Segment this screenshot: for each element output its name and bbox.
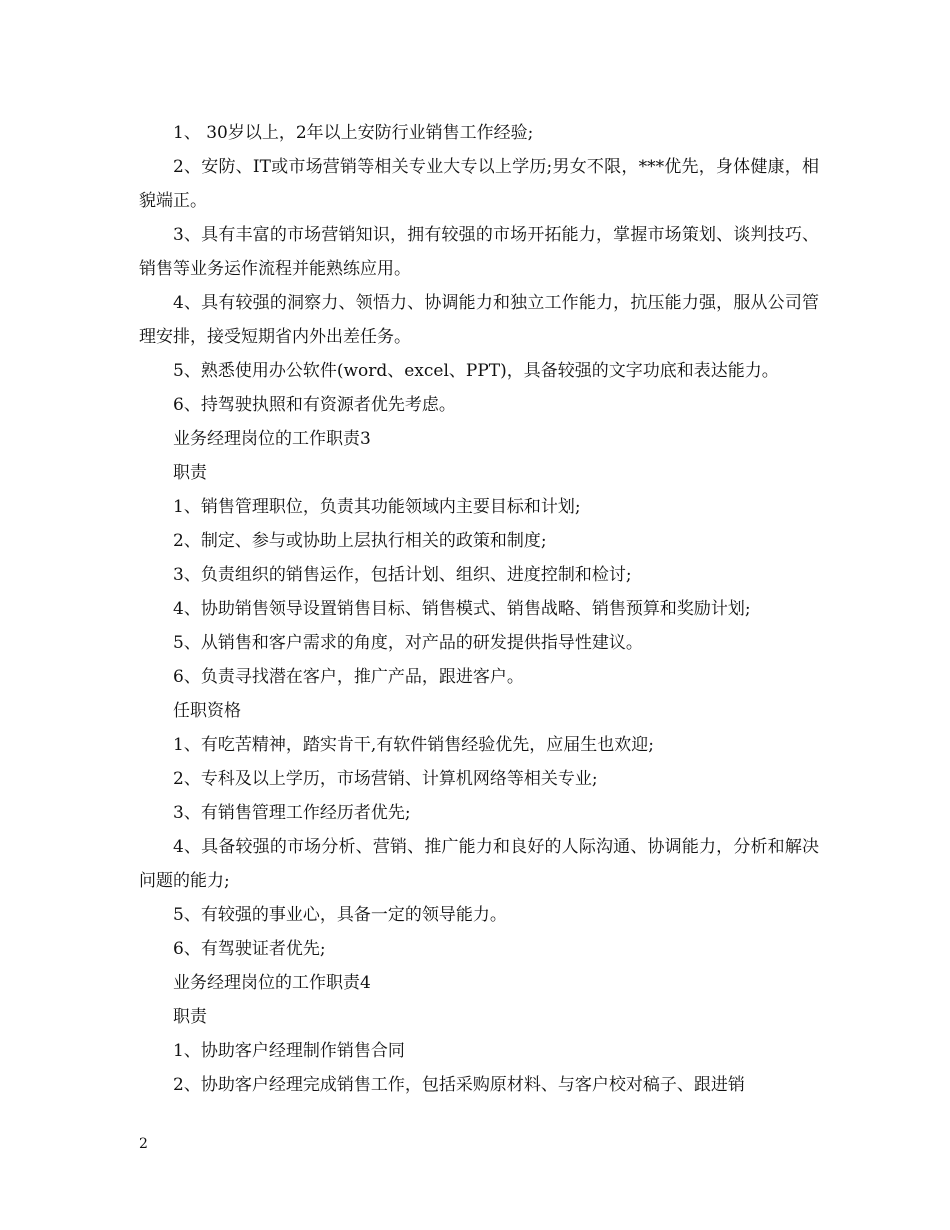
paragraph: 2、制定、参与或协助上层执行相关的政策和制度;	[173, 531, 547, 551]
paragraph: 4、具备较强的市场分析、营销、推广能力和良好的人际沟通、协调能力，分析和解决问题的能力;	[139, 837, 819, 891]
section-heading: 业务经理岗位的工作职责3	[173, 429, 371, 449]
paragraph: 3、负责组织的销售运作，包括计划、组织、进度控制和检讨;	[173, 565, 632, 585]
paragraph: 3、有销售管理工作经历者优先;	[173, 803, 411, 823]
paragraph: 3、具有丰富的市场营销知识，拥有较强的市场开拓能力，掌握市场策划、谈判技巧、销售等业务运作流程并能熟练应用。	[139, 225, 819, 279]
paragraph: 6、持驾驶执照和有资源者优先考虑。	[173, 395, 456, 415]
subheading-duties: 职责	[173, 1007, 207, 1027]
paragraph: 6、有驾驶证者优先;	[173, 939, 326, 959]
page-number: 2	[139, 1136, 148, 1152]
paragraph: 1、 30岁以上，2年以上安防行业销售工作经验;	[173, 123, 534, 143]
subheading-qualifications: 任职资格	[173, 701, 241, 721]
paragraph: 1、协助客户经理制作销售合同	[173, 1041, 405, 1061]
paragraph: 5、从销售和客户需求的角度，对产品的研发提供指导性建议。	[173, 633, 643, 653]
section-heading: 业务经理岗位的工作职责4	[173, 973, 371, 993]
paragraph: 5、熟悉使用办公软件(word、excel、PPT)，具备较强的文字功底和表达能力。	[173, 361, 779, 381]
document-body	[139, 116, 819, 1102]
paragraph: 2、协助客户经理完成销售工作，包括采购原材料、与客户校对稿子、跟进销	[173, 1075, 745, 1095]
paragraph: 1、销售管理职位，负责其功能领域内主要目标和计划;	[173, 497, 581, 517]
paragraph: 5、有较强的事业心，具备一定的领导能力。	[173, 905, 507, 925]
paragraph: 2、专科及以上学历，市场营销、计算机网络等相关专业;	[173, 769, 598, 789]
subheading-duties: 职责	[173, 463, 207, 483]
paragraph: 1、有吃苦精神，踏实肯干,有软件销售经验优先，应届生也欢迎;	[173, 735, 654, 755]
paragraph: 4、具有较强的洞察力、领悟力、协调能力和独立工作能力，抗压能力强，服从公司管理安排，接受短期省内外出差任务。	[139, 293, 819, 347]
paragraph: 2、安防、IT或市场营销等相关专业大专以上学历;男女不限，***优先，身体健康，相貌端正。	[139, 157, 819, 211]
paragraph: 6、负责寻找潜在客户，推广产品，跟进客户。	[173, 667, 524, 687]
paragraph: 4、协助销售领导设置销售目标、销售模式、销售战略、销售预算和奖励计划;	[173, 599, 751, 619]
